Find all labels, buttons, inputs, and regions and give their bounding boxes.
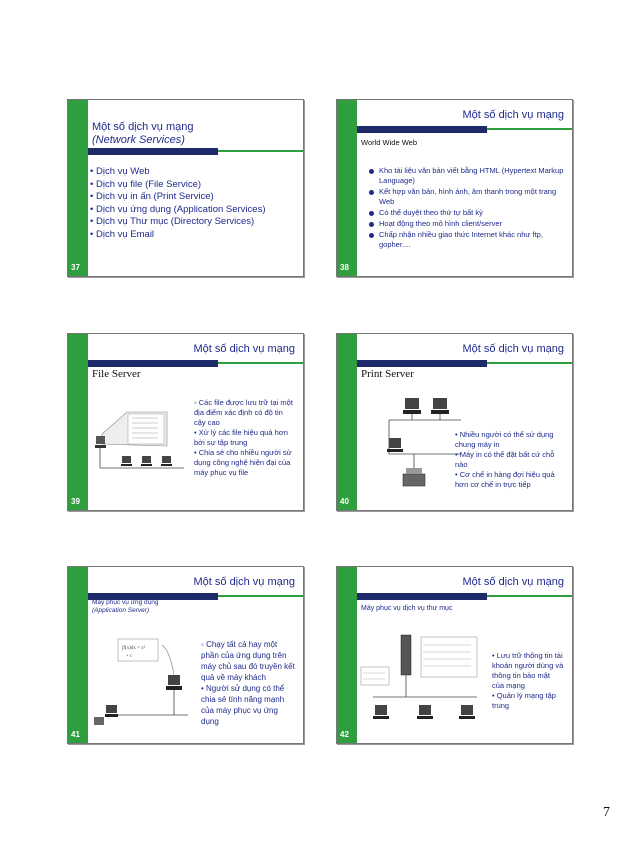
bullet-list: • Lưu trữ thông tin tài khoản người dùng và thông tin bảo mật của mạng • Quản lý mạng tập trung	[492, 651, 564, 710]
slide-subtitle: World Wide Web	[361, 138, 417, 147]
slide-subtitle: Máy phục vụ dịch vụ thư mục	[361, 605, 453, 612]
slide-42	[336, 566, 573, 744]
slide-39	[67, 333, 304, 511]
bullet-list: ◦ Các file được lưu trữ tại một địa điểm xác định có độ tin cậy cao • Xử lý các file hiệu quả hơn bởi sự tập trung • Chia sẻ cho nhiều người sử dụng công nghệ hiện đại của máy phục vụ file	[194, 398, 293, 477]
bullet-list: • Nhiều người có thể sử dụng chung máy in • Máy in có thể đặt bất cứ chỗ nào • Cơ chế in hàng đợi hiệu quả hơn cơ chế in trực tiếp	[455, 430, 555, 489]
bullet-list: • Dịch vụ Web • Dịch vụ file (File Service) • Dịch vụ in ấn (Print Service) • Dịch vụ ứng dụng (Application Services) • Dịch vụ Thư mục (Directory Services) • Dịch vụ Email	[90, 166, 266, 241]
slide-41	[67, 566, 304, 744]
slide-subtitle: Máy phục vụ ứng dụng (Application Server)	[92, 599, 159, 614]
slide-38	[336, 99, 573, 277]
slide-40	[336, 333, 573, 511]
bullet-list: ◦ Chạy tất cả hay một phần của ứng dụng trên máy chủ sau đó truyền kết quả về máy khách • Người sử dụng có thể chia sẻ tính năng mạnh của máy phục vụ ứng dụng	[201, 640, 295, 726]
application-server-diagram-icon	[92, 631, 192, 731]
slide-number: 38	[340, 263, 349, 272]
svg-text:+ c: + c	[126, 654, 133, 659]
slide-title: Một số dịch vụ mạng	[462, 343, 564, 355]
file-server-diagram-icon	[92, 404, 187, 479]
slide-title: Một số dịch vụ mạng	[462, 109, 564, 121]
slide-subtitle: Print Server	[361, 368, 414, 380]
bullet-list: Kho tài liệu văn bản viết bằng HTML (Hypertext Markup Language) Kết hợp văn bản, hình ảnh, âm thanh trong một trang Web Có thể duyệt theo thứ tự bất kỳ Hoạt động theo mô hình client/server Chấp nhận nhiều giao thức Internet khác như ftp, gopher....	[369, 166, 564, 251]
slide-title: Một số dịch vụ mạng (Network Services)	[92, 121, 194, 146]
svg-text:∫f(x)dx = x²: ∫f(x)dx = x²	[122, 646, 146, 651]
slide-title: Một số dịch vụ mạng	[193, 343, 295, 355]
slide-37	[67, 99, 304, 277]
slide-number: 37	[71, 263, 80, 272]
slide-number: 40	[340, 497, 349, 506]
slide-subtitle: File Server	[92, 368, 141, 380]
slide-title: Một số dịch vụ mạng	[193, 576, 295, 588]
slide-number: 41	[71, 730, 80, 739]
slide-title: Một số dịch vụ mạng	[462, 576, 564, 588]
slide-number: 39	[71, 497, 80, 506]
print-server-diagram-icon	[373, 392, 463, 497]
directory-server-diagram-icon	[359, 631, 487, 731]
slide-number: 42	[340, 730, 349, 739]
page-number: 7	[603, 805, 610, 820]
